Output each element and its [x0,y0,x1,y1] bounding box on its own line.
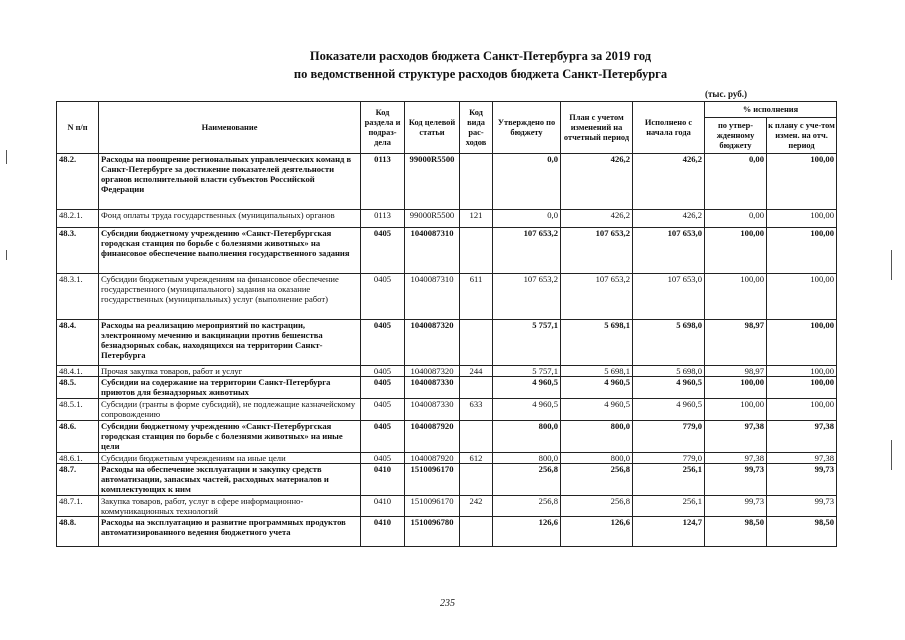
cell-executed: 107 653,0 [633,274,705,320]
cell-executed: 107 653,0 [633,228,705,274]
cell-pct-budget: 97,38 [705,453,767,464]
cell-pct-budget: 100,00 [705,228,767,274]
cell-executed: 4 960,5 [633,399,705,421]
cell-num: 48.4. [57,320,99,366]
cell-name: Фонд оплаты труда государственных (муниципальных) органов [99,210,361,228]
cell-pct-budget: 97,38 [705,421,767,453]
cell-section: 0405 [361,421,405,453]
cell-approved: 256,8 [493,464,561,496]
table-row [57,517,837,547]
header-pct-budget: по утвер-жденному бюджету [705,118,767,154]
header-plan: План с учетом изменений на отчетный период [561,102,633,154]
cell-pct-plan: 100,00 [767,228,837,274]
cell-pct-budget: 100,00 [705,399,767,421]
cell-section: 0405 [361,228,405,274]
margin-mark [6,150,7,164]
cell-pct-budget: 0,00 [705,210,767,228]
cell-pct-budget: 0,00 [705,154,767,210]
cell-pct-plan: 99,73 [767,496,837,517]
cell-section: 0405 [361,453,405,464]
cell-plan: 800,0 [561,421,633,453]
cell-pct-plan: 97,38 [767,421,837,453]
table-body [57,154,837,547]
header-num: N п/п [57,102,99,154]
cell-pct-budget: 98,97 [705,320,767,366]
cell-target: 1510096170 [405,496,460,517]
cell-plan: 256,8 [561,464,633,496]
cell-pct-plan: 100,00 [767,366,837,377]
cell-target: 1510096170 [405,464,460,496]
table-row [57,377,837,399]
cell-target: 1040087310 [405,274,460,320]
cell-name: Прочая закупка товаров, работ и услуг [99,366,361,377]
cell-num: 48.2.1. [57,210,99,228]
cell-executed: 779,0 [633,421,705,453]
cell-approved: 800,0 [493,421,561,453]
cell-pct-plan: 100,00 [767,399,837,421]
document-title-line-2: по ведомственной структуре расходов бюджета Санкт-Петербурга [293,67,668,81]
cell-kind [460,421,493,453]
cell-num: 48.7.1. [57,496,99,517]
table-row [57,464,837,496]
cell-pct-budget: 98,97 [705,366,767,377]
cell-approved: 107 653,2 [493,274,561,320]
cell-executed: 779,0 [633,453,705,464]
cell-num: 48.5. [57,377,99,399]
cell-name: Субсидии бюджетному учреждению «Санкт-Петербургская городская станция по борьбе с болезнями животных» на финансовое обеспечение выполнения государственного задания [99,228,361,274]
cell-num: 48.8. [57,517,99,547]
cell-approved: 256,8 [493,496,561,517]
margin-mark [891,440,892,470]
cell-num: 48.6.1. [57,453,99,464]
cell-kind: 612 [460,453,493,464]
cell-pct-plan: 97,38 [767,453,837,464]
cell-kind: 242 [460,496,493,517]
cell-target: 1040087320 [405,366,460,377]
cell-target: 1040087310 [405,228,460,274]
margin-mark [6,250,7,260]
cell-name: Субсидии бюджетному учреждению «Санкт-Петербургская городская станция по борьбе с болезнями животных» на иные цели [99,421,361,453]
cell-section: 0410 [361,464,405,496]
cell-plan: 107 653,2 [561,228,633,274]
cell-pct-budget: 98,50 [705,517,767,547]
cell-section: 0410 [361,496,405,517]
cell-name: Расходы на эксплуатацию и развитие программных продуктов автоматизированного ведения бюджетного учета [99,517,361,547]
cell-executed: 426,2 [633,154,705,210]
table-row [57,228,837,274]
cell-kind: 121 [460,210,493,228]
table-row [57,453,837,464]
cell-kind: 633 [460,399,493,421]
cell-executed: 256,1 [633,464,705,496]
cell-kind [460,154,493,210]
cell-plan: 126,6 [561,517,633,547]
cell-pct-plan: 100,00 [767,210,837,228]
header-name: Наименование [99,102,361,154]
cell-pct-plan: 98,50 [767,517,837,547]
cell-plan: 800,0 [561,453,633,464]
table-row [57,154,837,210]
cell-approved: 5 757,1 [493,320,561,366]
cell-executed: 5 698,0 [633,320,705,366]
cell-pct-budget: 100,00 [705,377,767,399]
cell-pct-plan: 100,00 [767,377,837,399]
document-title-line-1: Показатели расходов бюджета Санкт-Петербурга за 2019 год [309,49,652,63]
cell-name: Закупка товаров, работ, услуг в сфере информационно-коммуникационных технологий [99,496,361,517]
header-section: Код раздела и подраз-дела [361,102,405,154]
cell-target: 99000R5500 [405,210,460,228]
cell-pct-plan: 100,00 [767,320,837,366]
cell-num: 48.2. [57,154,99,210]
cell-name: Субсидии (гранты в форме субсидий), не подлежащие казначейскому сопровождению [99,399,361,421]
table-row [57,421,837,453]
cell-approved: 126,6 [493,517,561,547]
cell-approved: 800,0 [493,453,561,464]
header-target: Код целевой статьи [405,102,460,154]
cell-target: 99000R5500 [405,154,460,210]
cell-num: 48.3. [57,228,99,274]
cell-kind [460,228,493,274]
cell-section: 0405 [361,366,405,377]
cell-pct-plan: 99,73 [767,464,837,496]
cell-target: 1040087320 [405,320,460,366]
table-row [57,399,837,421]
cell-executed: 426,2 [633,210,705,228]
cell-executed: 124,7 [633,517,705,547]
cell-approved: 5 757,1 [493,366,561,377]
cell-target: 1040087920 [405,421,460,453]
cell-plan: 4 960,5 [561,377,633,399]
cell-num: 48.7. [57,464,99,496]
margin-mark [891,250,892,280]
cell-name: Субсидии на содержание на территории Санкт-Петербурга приютов для безнадзорных животных [99,377,361,399]
cell-executed: 256,1 [633,496,705,517]
cell-plan: 5 698,1 [561,320,633,366]
budget-table [56,101,837,547]
cell-approved: 4 960,5 [493,377,561,399]
header-pct-group: % исполнения [705,102,837,118]
cell-name: Расходы на обеспечение эксплуатации и закупку средств автоматизации, запасных частей, расходных материалов и комплектующих к ним [99,464,361,496]
cell-plan: 4 960,5 [561,399,633,421]
header-kind: Код вида рас-ходов [460,102,493,154]
cell-kind: 611 [460,274,493,320]
cell-approved: 0,0 [493,210,561,228]
cell-plan: 426,2 [561,154,633,210]
cell-section: 0405 [361,320,405,366]
cell-target: 1040087330 [405,377,460,399]
cell-num: 48.6. [57,421,99,453]
cell-approved: 4 960,5 [493,399,561,421]
cell-name: Субсидии бюджетным учреждениям на иные цели [99,453,361,464]
cell-pct-plan: 100,00 [767,154,837,210]
cell-executed: 4 960,5 [633,377,705,399]
cell-target: 1040087920 [405,453,460,464]
header-executed: Исполнено с начала года [633,102,705,154]
cell-section: 0405 [361,377,405,399]
cell-section: 0113 [361,154,405,210]
cell-approved: 0,0 [493,154,561,210]
cell-pct-budget: 99,73 [705,464,767,496]
cell-target: 1040087330 [405,399,460,421]
cell-plan: 5 698,1 [561,366,633,377]
cell-pct-budget: 100,00 [705,274,767,320]
cell-kind [460,377,493,399]
cell-kind [460,517,493,547]
cell-plan: 107 653,2 [561,274,633,320]
table-row [57,210,837,228]
cell-section: 0405 [361,274,405,320]
table-row [57,274,837,320]
cell-target: 1510096780 [405,517,460,547]
unit-label: (тыс. руб.) [705,89,747,99]
cell-name: Расходы на поощрение региональных управленческих команд в Санкт-Петербурге за достижение показателей деятельности органов исполнительной власти субъектов Российской Федерации [99,154,361,210]
cell-section: 0405 [361,399,405,421]
cell-kind [460,320,493,366]
cell-kind: 244 [460,366,493,377]
cell-kind [460,464,493,496]
cell-plan: 426,2 [561,210,633,228]
cell-name: Расходы на реализацию мероприятий по кастрации, электронному мечению и вакцинации против бешенства безнадзорных собак, находящихся на территории Санкт-Петербурга [99,320,361,366]
cell-num: 48.3.1. [57,274,99,320]
table-row [57,366,837,377]
cell-approved: 107 653,2 [493,228,561,274]
header-approved: Утверждено по бюджету [493,102,561,154]
table-row [57,320,837,366]
table-row [57,496,837,517]
cell-num: 48.4.1. [57,366,99,377]
cell-name: Субсидии бюджетным учреждениям на финансовое обеспечение государственного (муниципального) задания на оказание государственных (муниципальных) услуг (выполнение работ) [99,274,361,320]
cell-section: 0113 [361,210,405,228]
cell-pct-plan: 100,00 [767,274,837,320]
cell-section: 0410 [361,517,405,547]
header-pct-plan: к плану с уче-том измен. на отч. период [767,118,837,154]
page-number: 235 [440,598,455,609]
cell-pct-budget: 99,73 [705,496,767,517]
cell-plan: 256,8 [561,496,633,517]
cell-executed: 5 698,0 [633,366,705,377]
cell-num: 48.5.1. [57,399,99,421]
